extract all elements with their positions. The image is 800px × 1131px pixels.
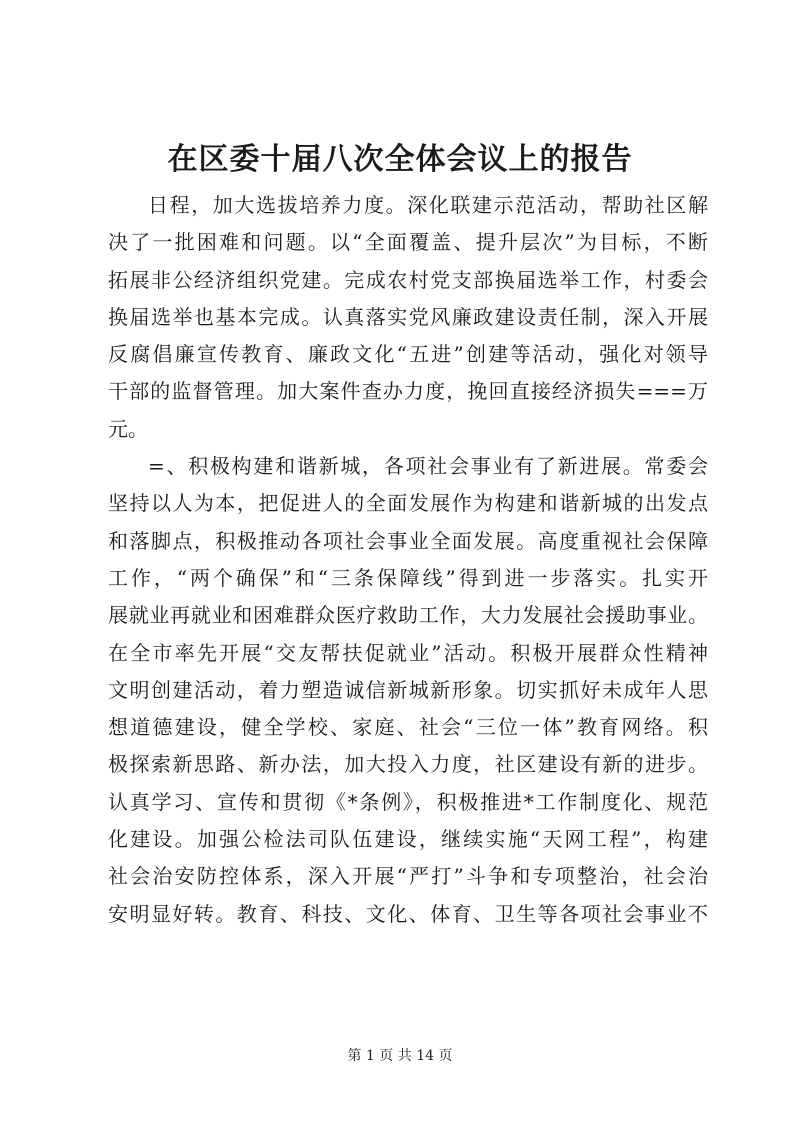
paragraph-2-line: 展就业再就业和困难群众医疗救助工作，大力发展社会援助事业。: [108, 603, 708, 628]
paragraph-1-line: 日程，加大选拔培养力度。深化联建示范活动，帮助社区解: [148, 193, 708, 217]
paragraph-1-line: 换届选举也基本完成。认真落实党风廉政建设责任制，深入开展: [108, 304, 708, 329]
document-body: [108, 187, 708, 933]
paragraph-2-line: 在全市率先开展“交友帮扶促就业”活动。积极开展群众性精神: [108, 640, 708, 665]
paragraph-2-line: 文明创建活动，着力塑造诚信新城新形象。切实抓好未成年人思: [108, 677, 708, 702]
paragraph-2-line: 社会治安防控体系，深入开展“严打”斗争和专项整治，社会治: [108, 864, 708, 889]
paragraph-1-line: 干部的监督管理。加大案件查办力度，挽回直接经济损失===万: [108, 379, 708, 404]
paragraph-2-line: 安明显好转。教育、科技、文化、体育、卫生等各项社会事业不: [108, 901, 708, 926]
paragraph-2-line: 坚持以人为本，把促进人的全面发展作为构建和谐新城的出发点: [108, 491, 708, 516]
paragraph-1-line: 拓展非公经济组织党建。完成农村党支部换届选举工作，村委会: [108, 267, 708, 292]
paragraph-2-line: 极探索新思路、新办法，加大投入力度，社区建设有新的进步。: [108, 752, 708, 777]
document-title: 在区委十届八次全体会议上的报告: [167, 142, 633, 177]
paragraph-2-line: 想道德建设，健全学校、家庭、社会“三位一体”教育网络。积: [108, 715, 708, 740]
paragraph-1-line: 元。: [108, 416, 148, 441]
paragraph-2-line: 工作，“两个确保”和“三条保障线”得到进一步落实。扎实开: [108, 565, 708, 590]
paragraph-2-line: 化建设。加强公检法司队伍建设，继续实施“天网工程”，构建: [108, 827, 708, 852]
paragraph-2-line: =、积极构建和谐新城，各项社会事业有了新进展。常委会: [148, 454, 708, 479]
page-number-footer: 第 1 页 共 14 页: [347, 1048, 453, 1064]
paragraph-2-line: 和落脚点，积极推动各项社会事业全面发展。高度重视社会保障: [108, 528, 708, 553]
paragraph-1-line: 反腐倡廉宣传教育、廉政文化“五进”创建等活动，强化对领导: [108, 342, 708, 367]
paragraph-1-line: 决了一批困难和问题。以“全面覆盖、提升层次”为目标，不断: [108, 230, 708, 255]
paragraph-2-line: 认真学习、宣传和贯彻《*条例》，积极推进*工作制度化、规范: [108, 789, 708, 814]
